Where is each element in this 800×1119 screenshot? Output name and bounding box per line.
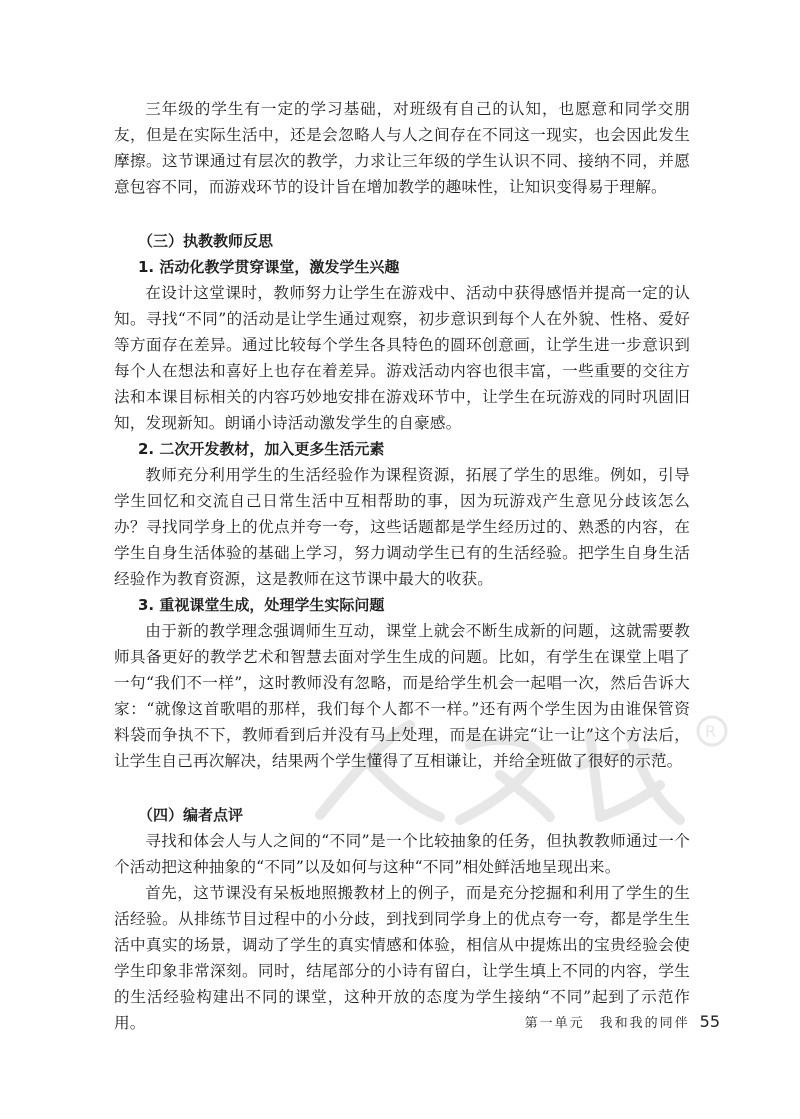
section-4-paragraph-2: 首先，这节课没有呆板地照搬教材上的例子，而是充分挖掘和利用了学生的生活经验。从排练节目过程中的小分歧，到找到同学身上的优点夸一夸，都是学生生活中真实的场景，调动了学生的真实情感和体验，相信从中提炼出的宝贵经验会使学生印象非常深刻。同时，结尾部分的小诗有留白，让学生填上不同的内容，学生的生活经验构建出不同的课堂，这种开放的态度为学生接纳“不同”起到了示范作用。 <box>114 884 690 1032</box>
section-3-item-2-text: 教师充分利用学生的生活经验作为课程资源，拓展了学生的思维。例如，引导学生回忆和交流自己日常生活中互相帮助的事，因为玩游戏产生意见分歧该怎么办？寻找同学身上的优点并夸一夸，这些话题都是学生经历过的、熟悉的内容，在学生自身生活体验的基础上学习，努力调动学生已有的生活经验。把学生自身生活经验作为教育资源，这是教师在这节课中最大的收获。 <box>114 466 690 588</box>
section-3-item-1-heading: 1. 活动化教学贯穿课堂，激发学生兴趣 <box>138 258 400 276</box>
intro-paragraph: 三年级的学生有一定的学习基础，对班级有自己的认知，也愿意和同学交朋友，但是在实际生活中，还是会忽略人与人之间存在不同这一现实，也会因此发生摩擦。这节课通过有层次的教学，力求让三年级的学生认识不同、接纳不同，并愿意包容不同，而游戏环节的设计旨在增加教学的趣味性，让知识变得易于理解。 <box>114 100 690 196</box>
page-footer <box>520 1012 720 1034</box>
section-3-title: （三）执教教师反思 <box>138 232 274 250</box>
section-3-item-2-heading: 2. 二次开发教材，加入更多生活元素 <box>138 440 385 458</box>
section-4-title: （四）编者点评 <box>138 806 244 824</box>
page-number: 55 <box>699 1012 720 1031</box>
section-3-item-1-text: 在设计这堂课时，教师努力让学生在游戏中、活动中获得感悟并提高一定的认知。寻找“不同”的活动是让学生通过观察，初步意识到每个人在外貌、性格、爱好等方面存在差异。通过比较每个学生各具特色的圆环创意画，让学生进一步意识到每个人在想法和喜好上也存在着差异。游戏活动内容也很丰富，一些重要的交往方法和本课目标相关的内容巧妙地安排在游戏环节中，让学生在玩游戏的同时巩固旧知，发现新知。朗诵小诗活动激发学生的自豪感。 <box>114 284 690 432</box>
svg-text:R: R <box>705 722 717 741</box>
main-content <box>114 96 690 1036</box>
section-3-item-3-text: 由于新的教学理念强调师生互动，课堂上就会不断生成新的问题，这就需要教师具备更好的教学艺术和智慧去面对学生生成的问题。比如，有学生在课堂上唱了一句“我们不一样”，这时教师没有忽略，而是给学生机会一起唱一次，然后告诉大家：“就像这首歌唱的那样，我们每个人都不一样。”还有两个学生因为由谁保管资料袋而争执不下，教师看到后并没有马上处理，而是在讲完“让一让”这个方法后，让学生自己再次解决，结果两个学生懂得了互相谦让，并给全班做了很好的示范。 <box>114 622 690 770</box>
section-4-paragraph-1: 寻找和体会人与人之间的“不同”是一个比较抽象的任务，但执教教师通过一个个活动把这种抽象的“不同”以及如何与这种“不同”相处鲜活地呈现出来。 <box>114 832 690 876</box>
footer-unit-title: 第一单元 我和我的同伴 <box>524 1016 690 1031</box>
section-3-item-3-heading: 3. 重视课堂生成，处理学生实际问题 <box>138 596 385 614</box>
